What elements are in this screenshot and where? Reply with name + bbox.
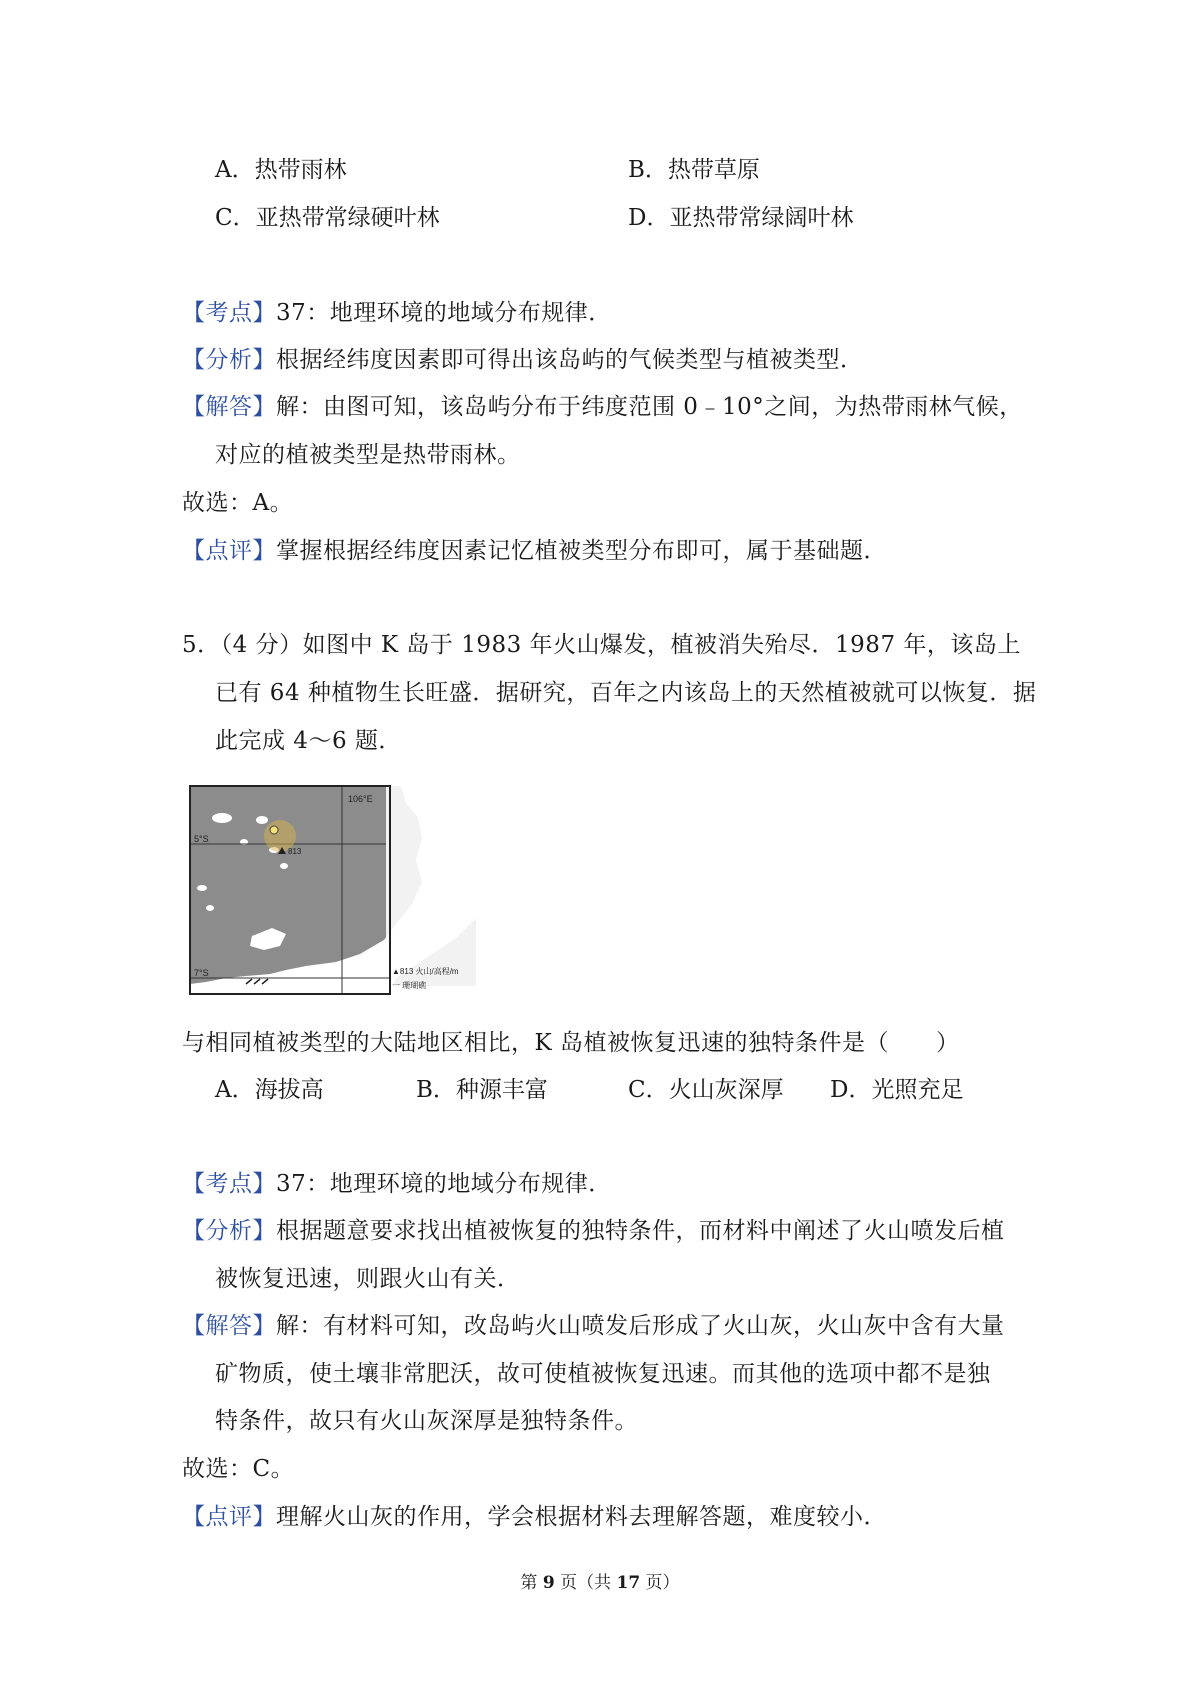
kaodian-text: 37：地理环境的地域分布规律． [276,1171,612,1197]
dianping-tag: 【点评】 [182,538,276,564]
map-island [280,863,288,869]
fenxi-tag: 【分析】 [182,347,276,373]
q5-jieda-cont-2: 特条件，故只有火山灰深厚是独特条件。 [215,1408,638,1434]
q4-option-c: C．亚热带常绿硬叶林 [215,205,440,231]
q5-stem-2: 已有 64 种植物生长旺盛．据研究，百年之内该岛上的天然植被就可以恢复．据 [215,680,1037,706]
q4-fenxi [182,345,864,375]
q5-stem-1: 5．（4 分）如图中 K 岛于 1983 年火山爆发，植被消失殆尽．1987 年，该岛上 [182,632,1021,658]
legend-coral: 一 珊瑚礁 [392,981,427,990]
volcano-elevation-label: 813 [288,847,302,856]
q5-jieda-cont-1: 矿物质，使土壤非常肥沃，故可使植被恢复迅速。而其他的选项中都不是独 [215,1361,991,1387]
fenxi-text: 根据经纬度因素即可得出该岛屿的气候类型与植被类型． [276,347,864,373]
map-island [197,885,207,891]
map-island [206,905,214,911]
kaodian-tag: 【考点】 [182,1171,276,1197]
footer-total-pages: 17 [616,1573,641,1593]
q5-guxuan: 故选：C。 [182,1456,295,1482]
q4-jieda-cont: 对应的植被类型是热带雨林。 [215,442,521,468]
map-island [212,813,232,823]
q5-option-a: A．海拔高 [215,1077,324,1103]
map-island [256,816,268,824]
q5-kaodian [182,1169,612,1199]
dianping-text: 掌握根据经纬度因素记忆植被类型分布即可，属于基础题． [276,538,887,564]
footer-pre: 第 [520,1573,543,1593]
k-island-marker [270,826,278,834]
q5-fenxi [182,1216,1005,1246]
page-footer [0,1572,1200,1594]
map-lon-label: 106°E [348,794,373,804]
fenxi-text: 根据题意要求找出植被恢复的独特条件，而材料中阐述了火山喷发后植 [276,1218,1005,1244]
q5-jieda [182,1311,1005,1341]
jieda-tag: 【解答】 [182,1313,276,1339]
q4-kaodian [182,298,612,328]
jieda-text: 解：由图可知，该岛屿分布于纬度范围 0﹣10°之间，为热带雨林气候， [276,394,1023,420]
jieda-text: 解：有材料可知，改岛屿火山喷发后形成了火山灰，火山灰中含有大量 [276,1313,1005,1339]
q5-option-c: C．火山灰深厚 [628,1077,784,1103]
q4-option-d: D．亚热带常绿阔叶林 [628,205,854,231]
legend-volcano: ▲813 火山/高程/m [392,967,459,976]
q4-option-a: A．热带雨林 [215,157,347,183]
q5-fenxi-cont: 被恢复迅速，则跟火山有关． [215,1266,521,1292]
kaodian-text: 37：地理环境的地域分布规律． [276,300,612,326]
q5-stem-3: 此完成 4～6 题． [215,728,402,754]
footer-page-number: 9 [542,1573,555,1593]
map-lat-top-label: 5°S [194,834,209,844]
q5-option-d: D．光照充足 [830,1077,964,1103]
map-lat-bottom-label: 7°S [194,968,209,978]
jieda-tag: 【解答】 [182,394,276,420]
dianping-text: 理解火山灰的作用，学会根据材料去理解答题，难度较小． [276,1504,887,1530]
q4-option-b: B．热带草原 [628,157,760,183]
island-map-figure [186,778,480,1002]
q5-question: 与相同植被类型的大陆地区相比，K 岛植被恢复迅速的独特条件是（ ） [182,1030,960,1056]
q4-dianping [182,536,887,566]
footer-mid: 页（共 [554,1573,617,1593]
island-map-svg [186,778,480,1002]
kaodian-tag: 【考点】 [182,300,276,326]
dianping-tag: 【点评】 [182,1504,276,1530]
q5-option-b: B．种源丰富 [416,1077,548,1103]
q4-guxuan: 故选：A。 [182,490,294,516]
footer-post: 页） [640,1573,680,1593]
q5-dianping [182,1502,887,1532]
q4-jieda [182,392,1023,422]
fenxi-tag: 【分析】 [182,1218,276,1244]
